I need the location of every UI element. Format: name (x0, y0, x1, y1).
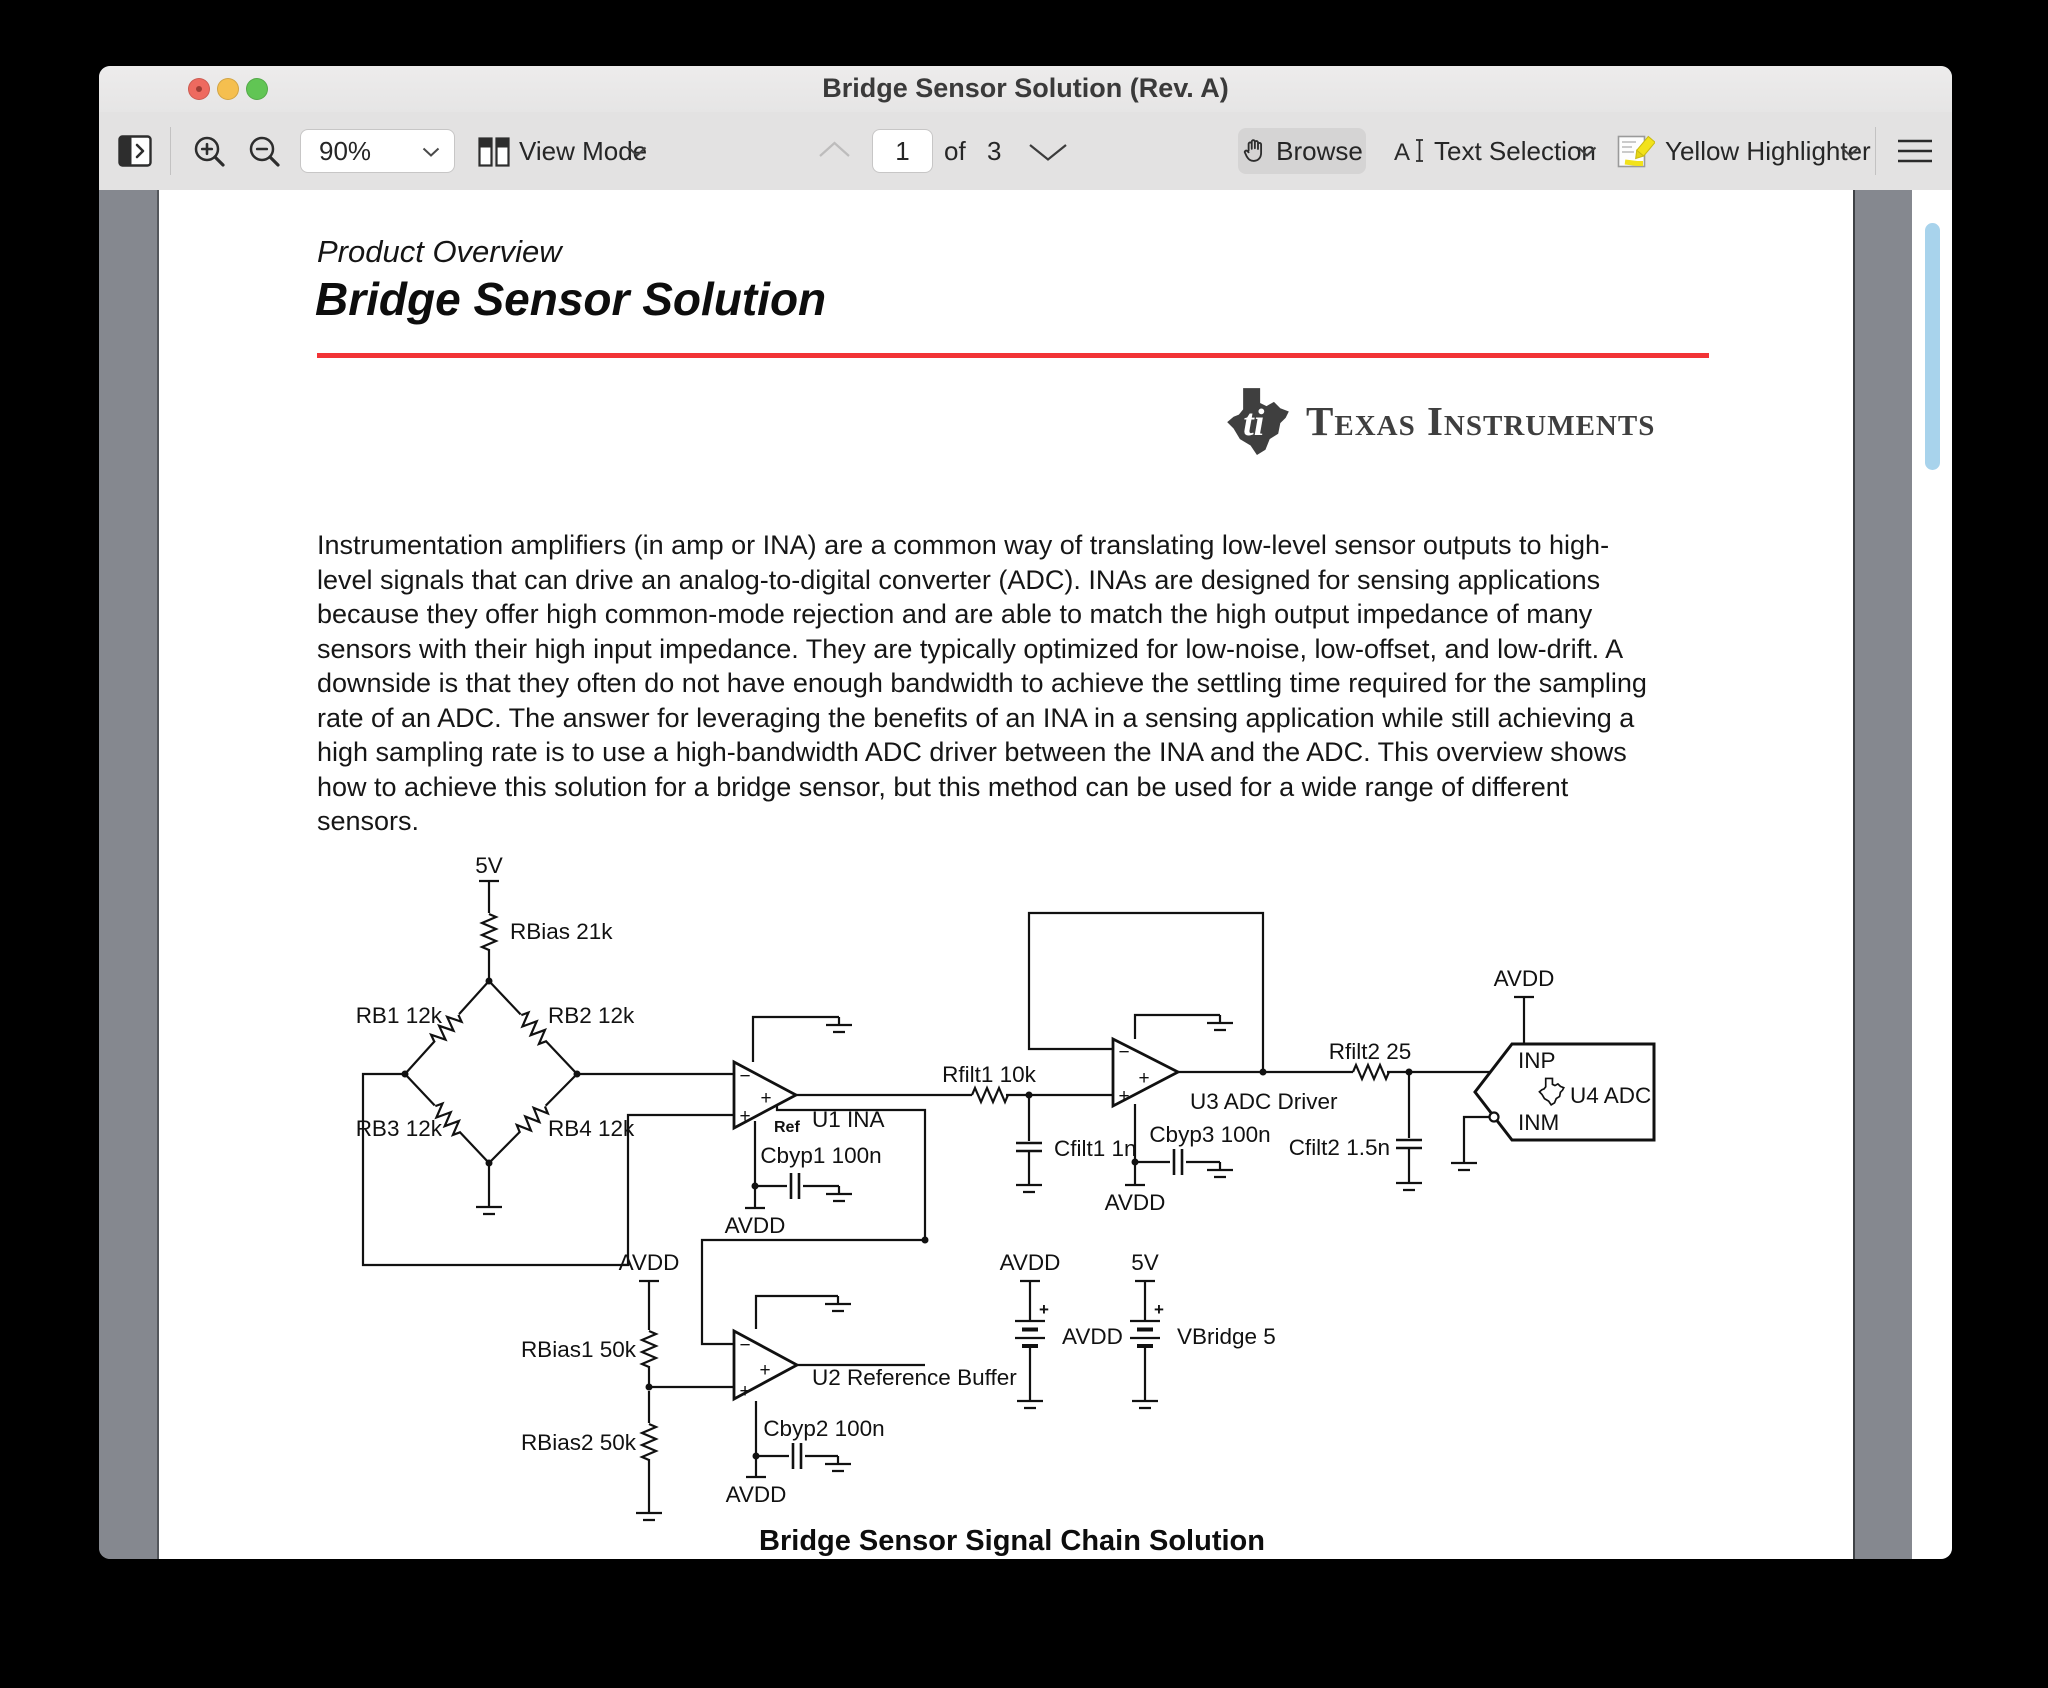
label-ref: Ref (774, 1119, 800, 1136)
u2-plus: + (739, 1381, 751, 1402)
label-rfilt2: Rfilt2 25 (1328, 1039, 1412, 1064)
title-rule (317, 353, 1709, 358)
scrollbar-thumb[interactable] (1925, 223, 1940, 470)
resistor-rbias2 (640, 1423, 658, 1460)
label-cfilt2: Cfilt2 1.5n (1288, 1135, 1390, 1160)
page-of-label: of (944, 136, 966, 166)
label-u3: U3 ADC Driver (1190, 1089, 1338, 1114)
label-inm: INM (1518, 1110, 1560, 1135)
view-mode-icon (478, 137, 510, 167)
u3-plus: + (1118, 1086, 1130, 1107)
ground-symbol (825, 1296, 851, 1311)
hamburger-icon (1896, 138, 1934, 164)
label-cfilt1: Cfilt1 1n (1054, 1136, 1137, 1161)
zoom-level-dropdown[interactable] (300, 129, 455, 173)
toolbar-divider (170, 127, 171, 175)
menu-button[interactable] (1896, 138, 1934, 164)
zoom-in-button[interactable] (192, 134, 228, 170)
label-cbyp1: Cbyp1 100n (760, 1143, 882, 1168)
svg-text:A: A (1394, 139, 1411, 165)
label-rbias: RBias 21k (510, 919, 613, 944)
pdf-viewer-window (99, 66, 1952, 1559)
label-rb1: RB1 12k (355, 1003, 442, 1028)
schematic-labels (356, 855, 1652, 1507)
label-avdd-batt: AVDD (1062, 1324, 1123, 1349)
cap-cfilt2 (1396, 1140, 1422, 1148)
label-5v-batt-flag: 5V (1131, 1250, 1159, 1275)
sidebar-icon (118, 135, 152, 167)
label-cbyp2: Cbyp2 100n (763, 1416, 885, 1441)
chevron-down-icon[interactable] (1577, 146, 1597, 157)
chevron-down-icon[interactable] (627, 146, 647, 157)
label-avdd-u2: AVDD (725, 1482, 787, 1507)
resistor-rfilt2 (1353, 1065, 1389, 1079)
doc-eyebrow: Product Overview (317, 234, 562, 269)
wire-u2-feedback (702, 1240, 925, 1365)
ground-symbol (1207, 1015, 1233, 1030)
label-rb3: RB3 12k (355, 1116, 442, 1141)
ground-symbol (476, 1199, 502, 1214)
highlighter-tool-button[interactable] (1617, 135, 1655, 168)
ground-symbol (826, 1186, 852, 1201)
page-number-input[interactable] (872, 129, 933, 173)
hand-icon (1241, 137, 1267, 165)
resistor-rbias1 (640, 1330, 658, 1367)
wire-u3-loop (1135, 1015, 1220, 1039)
pdf-page (157, 190, 1855, 1559)
ground-symbol (1016, 1177, 1042, 1192)
u2-minus: − (739, 1335, 751, 1356)
wire-u2-loop (756, 1296, 838, 1329)
ti-texas-icon (1226, 387, 1290, 455)
chevron-down-icon[interactable] (1840, 146, 1860, 157)
wire-u1-loop (753, 1017, 839, 1062)
chevron-down-icon (422, 147, 440, 157)
label-avdd-divider: AVDD (618, 1250, 680, 1275)
label-inp: INP (1518, 1048, 1556, 1073)
scrollbar-track[interactable] (1912, 190, 1952, 1559)
label-avdd-u3: AVDD (1104, 1190, 1166, 1215)
label-u1: U1 INA (812, 1107, 885, 1132)
batt-avdd-plus: + (1039, 1300, 1049, 1319)
toolbar-divider (1875, 127, 1876, 175)
zoom-out-button[interactable] (247, 134, 283, 170)
ti-mark: ti (1243, 401, 1265, 444)
u3-plus-inner: + (1138, 1068, 1150, 1089)
sidebar-toggle-button[interactable] (118, 135, 152, 167)
label-cbyp3: Cbyp3 100n (1149, 1122, 1271, 1147)
text-selection-button[interactable] (1394, 137, 1426, 165)
highlighter-label[interactable]: Yellow Highlighter (1665, 136, 1871, 166)
browse-mode-button[interactable] (1238, 128, 1366, 174)
circuit-diagram (342, 855, 1682, 1527)
page-total-label: 3 (987, 136, 1002, 166)
title-bar (99, 66, 1952, 113)
next-page-button[interactable] (1028, 143, 1068, 162)
doc-paragraph: Instrumentation amplifiers (in amp or INA) are a common way of translating low-level sensor outputs to high-level signals that can drive an analog-to-digital converter (ADC). INAs are designed for sensing applications because they offer high common-mode rejection and are able to match the high output impedance of many sensors with their high input impedance. They are typically optimized for low-noise, low-offset, and low-drift. A downside is that they often do not have enough bandwidth to achieve the settling time required for the sampling rate of an ADC. The answer for leveraging the benefits of an INA in a sensing application while still achieving a high sampling rate is to use a high-bandwidth ADC driver between the INA and the ADC. This overview shows how to achieve this solution for a bridge sensor, but this method can be used for a wide range of different sensors. (317, 530, 1647, 836)
wire-u3-feedback (1029, 913, 1263, 1072)
label-avdd-u1: AVDD (724, 1213, 786, 1238)
window-title: Bridge Sensor Solution (Rev. A) (822, 73, 1229, 103)
label-vbridge: VBridge 5 (1177, 1324, 1276, 1349)
wire-inm-gnd (1464, 1117, 1489, 1155)
resistor-rfilt1 (972, 1088, 1008, 1102)
view-mode-button[interactable] (478, 137, 510, 167)
u3-minus: − (1118, 1042, 1130, 1063)
ground-symbol (826, 1017, 852, 1032)
ground-symbol (636, 1505, 662, 1520)
figure-caption: Bridge Sensor Signal Chain Solution (759, 1525, 1265, 1557)
browse-label: Browse (1276, 136, 1363, 166)
label-5v: 5V (475, 855, 503, 878)
battery-vbridge (1130, 1321, 1160, 1346)
label-u2: U2 Reference Buffer (812, 1365, 1017, 1390)
ground-symbol (1017, 1393, 1043, 1408)
brand-name: Texas Instruments (1306, 398, 1656, 444)
u1-minus: − (739, 1066, 751, 1087)
ti-texas-icon-small (1539, 1078, 1563, 1104)
cap-cbyp2 (793, 1443, 801, 1469)
label-rbias2: RBias2 50k (520, 1430, 636, 1455)
view-mode-label[interactable]: View Mode (519, 136, 648, 166)
label-rb4: RB4 12k (548, 1116, 635, 1141)
label-u4: U4 ADC (1570, 1083, 1652, 1108)
document-viewport (99, 190, 1952, 1559)
zoom-in-icon (192, 134, 228, 170)
toolbar (99, 112, 1952, 191)
ti-logo (1226, 388, 1655, 454)
ground-symbol (1396, 1175, 1422, 1190)
batt-5v-plus: + (1154, 1300, 1164, 1319)
wire-divider (649, 1281, 734, 1505)
previous-page-button[interactable] (818, 141, 851, 158)
label-rb2: RB2 12k (548, 1003, 635, 1028)
schematic-figure (342, 855, 1682, 1527)
ground-symbol (1132, 1393, 1158, 1408)
doc-title: Bridge Sensor Solution (315, 273, 827, 325)
page-number-value: 1 (895, 136, 910, 166)
label-avdd-batt-flag: AVDD (999, 1250, 1061, 1275)
ground-symbol (1451, 1155, 1477, 1170)
ground-symbol (1207, 1162, 1233, 1177)
zoom-out-icon (247, 134, 283, 170)
zoom-level-value: 90% (319, 136, 372, 166)
resistor-rbias (480, 913, 498, 950)
text-selection-icon (1394, 137, 1426, 165)
u1-plus-inner: + (760, 1088, 772, 1109)
inm-terminal (1490, 1113, 1499, 1122)
label-rfilt1: Rfilt1 10k (942, 1062, 1036, 1087)
ground-symbol (825, 1456, 851, 1471)
battery-avdd (1015, 1321, 1045, 1346)
cap-cbyp3 (1174, 1149, 1182, 1175)
u1-plus: + (739, 1106, 751, 1127)
cap-cfilt1 (1016, 1143, 1042, 1151)
u2-plus-inner: + (759, 1360, 771, 1381)
highlighter-icon (1617, 135, 1655, 168)
label-rbias1: RBias1 50k (520, 1337, 636, 1362)
label-avdd-u4: AVDD (1493, 966, 1555, 991)
cap-cbyp1 (791, 1173, 799, 1199)
text-selection-label[interactable]: Text Selection (1434, 136, 1596, 166)
